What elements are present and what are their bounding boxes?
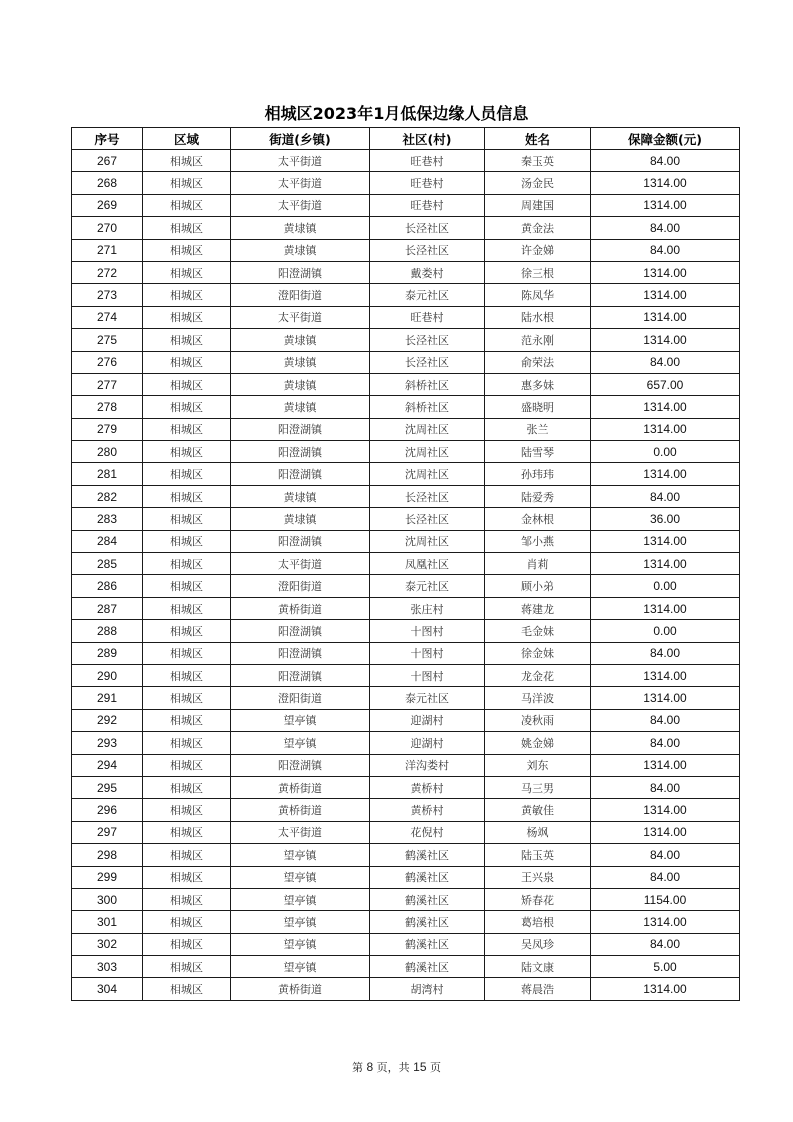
cell-amount: 1314.00 xyxy=(591,463,740,485)
cell-amount: 84.00 xyxy=(591,642,740,664)
cell-serial-number: 279 xyxy=(72,418,143,440)
cell-street-town: 望亭镇 xyxy=(231,732,370,754)
cell-serial-number: 284 xyxy=(72,530,143,552)
table-row xyxy=(72,754,740,776)
cell-community-village: 十图村 xyxy=(370,664,485,686)
cell-serial-number: 270 xyxy=(72,217,143,239)
cell-district: 相城区 xyxy=(143,306,231,328)
table-row xyxy=(72,351,740,373)
cell-name: 盛晓明 xyxy=(485,396,591,418)
header-amount: 保障金额(元) xyxy=(591,128,740,150)
cell-name: 龙金花 xyxy=(485,664,591,686)
cell-serial-number: 285 xyxy=(72,553,143,575)
cell-amount: 36.00 xyxy=(591,508,740,530)
cell-community-village: 旺巷村 xyxy=(370,150,485,172)
total-pages-number: 15 xyxy=(413,1060,427,1074)
table-row xyxy=(72,261,740,283)
cell-district: 相城区 xyxy=(143,261,231,283)
cell-community-village: 长泾社区 xyxy=(370,508,485,530)
cell-street-town: 望亭镇 xyxy=(231,844,370,866)
cell-district: 相城区 xyxy=(143,575,231,597)
cell-amount: 1314.00 xyxy=(591,799,740,821)
cell-street-town: 太平街道 xyxy=(231,194,370,216)
table-row xyxy=(72,687,740,709)
cell-street-town: 望亭镇 xyxy=(231,933,370,955)
cell-community-village: 长泾社区 xyxy=(370,239,485,261)
cell-district: 相城区 xyxy=(143,329,231,351)
cell-serial-number: 297 xyxy=(72,821,143,843)
cell-district: 相城区 xyxy=(143,508,231,530)
table-row xyxy=(72,329,740,351)
cell-amount: 1314.00 xyxy=(591,553,740,575)
cell-community-village: 十图村 xyxy=(370,642,485,664)
cell-name: 惠多妹 xyxy=(485,373,591,395)
cell-amount: 0.00 xyxy=(591,575,740,597)
cell-serial-number: 300 xyxy=(72,888,143,910)
cell-street-town: 望亭镇 xyxy=(231,866,370,888)
cell-district: 相城区 xyxy=(143,978,231,1000)
header-community-village: 社区(村) xyxy=(370,128,485,150)
cell-community-village: 长泾社区 xyxy=(370,329,485,351)
cell-street-town: 太平街道 xyxy=(231,150,370,172)
cell-amount: 657.00 xyxy=(591,373,740,395)
cell-community-village: 鹤溪社区 xyxy=(370,933,485,955)
cell-district: 相城区 xyxy=(143,844,231,866)
cell-serial-number: 298 xyxy=(72,844,143,866)
cell-serial-number: 288 xyxy=(72,620,143,642)
cell-community-village: 斜桥社区 xyxy=(370,373,485,395)
table-row xyxy=(72,888,740,910)
cell-street-town: 黄埭镇 xyxy=(231,351,370,373)
cell-name: 周建国 xyxy=(485,194,591,216)
cell-street-town: 阳澄湖镇 xyxy=(231,664,370,686)
footer-middle: 页，共 xyxy=(376,1061,410,1074)
document-title: 相城区2023年1月低保边缘人员信息 xyxy=(264,104,529,123)
cell-community-village: 迎湖村 xyxy=(370,732,485,754)
cell-name: 葛培根 xyxy=(485,911,591,933)
table-row xyxy=(72,821,740,843)
cell-district: 相城区 xyxy=(143,642,231,664)
cell-serial-number: 280 xyxy=(72,441,143,463)
header-district: 区域 xyxy=(143,128,231,150)
cell-district: 相城区 xyxy=(143,463,231,485)
cell-amount: 84.00 xyxy=(591,844,740,866)
cell-amount: 1314.00 xyxy=(591,261,740,283)
cell-community-village: 鹤溪社区 xyxy=(370,888,485,910)
cell-amount: 1314.00 xyxy=(591,172,740,194)
table-row xyxy=(72,485,740,507)
cell-name: 陆爱秀 xyxy=(485,485,591,507)
cell-district: 相城区 xyxy=(143,597,231,619)
cell-serial-number: 277 xyxy=(72,373,143,395)
cell-amount: 1314.00 xyxy=(591,194,740,216)
cell-name: 刘东 xyxy=(485,754,591,776)
cell-amount: 84.00 xyxy=(591,709,740,731)
cell-amount: 1314.00 xyxy=(591,530,740,552)
cell-street-town: 阳澄湖镇 xyxy=(231,463,370,485)
cell-community-village: 鹤溪社区 xyxy=(370,956,485,978)
cell-name: 陈凤华 xyxy=(485,284,591,306)
table-row xyxy=(72,306,740,328)
cell-serial-number: 281 xyxy=(72,463,143,485)
cell-serial-number: 271 xyxy=(72,239,143,261)
cell-district: 相城区 xyxy=(143,776,231,798)
table-row xyxy=(72,664,740,686)
cell-name: 姚金娣 xyxy=(485,732,591,754)
table-row xyxy=(72,239,740,261)
cell-community-village: 鹤溪社区 xyxy=(370,844,485,866)
cell-amount: 1314.00 xyxy=(591,911,740,933)
cell-serial-number: 282 xyxy=(72,485,143,507)
cell-name: 汤金民 xyxy=(485,172,591,194)
cell-name: 黄敏佳 xyxy=(485,799,591,821)
table-row xyxy=(72,709,740,731)
table-row xyxy=(72,844,740,866)
table-row xyxy=(72,194,740,216)
cell-community-village: 长泾社区 xyxy=(370,217,485,239)
cell-amount: 1314.00 xyxy=(591,754,740,776)
cell-district: 相城区 xyxy=(143,933,231,955)
cell-serial-number: 303 xyxy=(72,956,143,978)
cell-amount: 84.00 xyxy=(591,150,740,172)
cell-serial-number: 283 xyxy=(72,508,143,530)
cell-amount: 84.00 xyxy=(591,239,740,261)
cell-community-village: 戴娄村 xyxy=(370,261,485,283)
cell-district: 相城区 xyxy=(143,396,231,418)
cell-amount: 84.00 xyxy=(591,485,740,507)
cell-district: 相城区 xyxy=(143,553,231,575)
cell-street-town: 黄埭镇 xyxy=(231,329,370,351)
cell-community-village: 沈周社区 xyxy=(370,418,485,440)
cell-district: 相城区 xyxy=(143,441,231,463)
cell-amount: 1314.00 xyxy=(591,284,740,306)
cell-amount: 1314.00 xyxy=(591,597,740,619)
current-page-number: 8 xyxy=(366,1060,374,1074)
cell-street-town: 黄桥街道 xyxy=(231,978,370,1000)
cell-amount: 1314.00 xyxy=(591,396,740,418)
cell-district: 相城区 xyxy=(143,956,231,978)
cell-district: 相城区 xyxy=(143,194,231,216)
cell-street-town: 阳澄湖镇 xyxy=(231,620,370,642)
cell-serial-number: 267 xyxy=(72,150,143,172)
cell-street-town: 阳澄湖镇 xyxy=(231,418,370,440)
cell-amount: 1314.00 xyxy=(591,821,740,843)
cell-street-town: 太平街道 xyxy=(231,172,370,194)
cell-community-village: 长泾社区 xyxy=(370,485,485,507)
cell-name: 马三男 xyxy=(485,776,591,798)
cell-street-town: 望亭镇 xyxy=(231,911,370,933)
header-serial-number: 序号 xyxy=(72,128,143,150)
cell-amount: 1314.00 xyxy=(591,664,740,686)
table-row xyxy=(72,396,740,418)
page-footer xyxy=(0,1059,793,1075)
cell-amount: 84.00 xyxy=(591,776,740,798)
cell-street-town: 澄阳街道 xyxy=(231,687,370,709)
cell-street-town: 黄埭镇 xyxy=(231,239,370,261)
cell-serial-number: 286 xyxy=(72,575,143,597)
cell-district: 相城区 xyxy=(143,732,231,754)
cell-serial-number: 290 xyxy=(72,664,143,686)
table-row xyxy=(72,776,740,798)
cell-street-town: 望亭镇 xyxy=(231,888,370,910)
cell-name: 肖莉 xyxy=(485,553,591,575)
cell-amount: 1314.00 xyxy=(591,687,740,709)
cell-community-village: 泰元社区 xyxy=(370,687,485,709)
cell-serial-number: 294 xyxy=(72,754,143,776)
cell-serial-number: 301 xyxy=(72,911,143,933)
table-row xyxy=(72,799,740,821)
cell-name: 徐三根 xyxy=(485,261,591,283)
cell-street-town: 望亭镇 xyxy=(231,956,370,978)
table-row xyxy=(72,956,740,978)
table-row xyxy=(72,530,740,552)
cell-district: 相城区 xyxy=(143,217,231,239)
cell-district: 相城区 xyxy=(143,821,231,843)
cell-district: 相城区 xyxy=(143,239,231,261)
cell-street-town: 阳澄湖镇 xyxy=(231,754,370,776)
cell-community-village: 沈周社区 xyxy=(370,530,485,552)
cell-community-village: 泰元社区 xyxy=(370,284,485,306)
cell-serial-number: 287 xyxy=(72,597,143,619)
cell-community-village: 张庄村 xyxy=(370,597,485,619)
cell-name: 矫春花 xyxy=(485,888,591,910)
table-row xyxy=(72,150,740,172)
footer-suffix: 页 xyxy=(430,1061,442,1074)
cell-street-town: 黄桥街道 xyxy=(231,799,370,821)
cell-district: 相城区 xyxy=(143,172,231,194)
cell-name: 孙玮玮 xyxy=(485,463,591,485)
table-body xyxy=(72,150,740,1001)
cell-serial-number: 302 xyxy=(72,933,143,955)
table-row xyxy=(72,732,740,754)
table-row xyxy=(72,463,740,485)
cell-amount: 84.00 xyxy=(591,732,740,754)
cell-amount: 84.00 xyxy=(591,217,740,239)
table-row xyxy=(72,373,740,395)
cell-amount: 1314.00 xyxy=(591,329,740,351)
cell-amount: 0.00 xyxy=(591,620,740,642)
cell-serial-number: 293 xyxy=(72,732,143,754)
table-row xyxy=(72,553,740,575)
cell-district: 相城区 xyxy=(143,754,231,776)
cell-street-town: 阳澄湖镇 xyxy=(231,642,370,664)
cell-street-town: 太平街道 xyxy=(231,306,370,328)
cell-community-village: 沈周社区 xyxy=(370,441,485,463)
cell-serial-number: 304 xyxy=(72,978,143,1000)
table-row xyxy=(72,620,740,642)
cell-name: 蒋晨浩 xyxy=(485,978,591,1000)
cell-street-town: 阳澄湖镇 xyxy=(231,441,370,463)
cell-name: 秦玉英 xyxy=(485,150,591,172)
cell-street-town: 黄桥街道 xyxy=(231,776,370,798)
cell-community-village: 凤凰社区 xyxy=(370,553,485,575)
cell-amount: 84.00 xyxy=(591,933,740,955)
cell-district: 相城区 xyxy=(143,866,231,888)
cell-serial-number: 296 xyxy=(72,799,143,821)
cell-name: 蒋建龙 xyxy=(485,597,591,619)
table-row xyxy=(72,508,740,530)
cell-street-town: 阳澄湖镇 xyxy=(231,261,370,283)
cell-street-town: 黄埭镇 xyxy=(231,217,370,239)
cell-serial-number: 272 xyxy=(72,261,143,283)
cell-name: 金林根 xyxy=(485,508,591,530)
cell-name: 陆文康 xyxy=(485,956,591,978)
cell-district: 相城区 xyxy=(143,284,231,306)
cell-serial-number: 278 xyxy=(72,396,143,418)
cell-district: 相城区 xyxy=(143,888,231,910)
cell-serial-number: 295 xyxy=(72,776,143,798)
cell-name: 马洋波 xyxy=(485,687,591,709)
cell-community-village: 鹤溪社区 xyxy=(370,911,485,933)
cell-street-town: 黄埭镇 xyxy=(231,396,370,418)
cell-community-village: 沈周社区 xyxy=(370,463,485,485)
cell-district: 相城区 xyxy=(143,150,231,172)
table-row xyxy=(72,217,740,239)
cell-community-village: 迎湖村 xyxy=(370,709,485,731)
header-name: 姓名 xyxy=(485,128,591,150)
table-row xyxy=(72,441,740,463)
cell-district: 相城区 xyxy=(143,664,231,686)
cell-name: 吴凤珍 xyxy=(485,933,591,955)
cell-amount: 1154.00 xyxy=(591,888,740,910)
cell-community-village: 长泾社区 xyxy=(370,351,485,373)
cell-serial-number: 292 xyxy=(72,709,143,731)
cell-name: 毛金妹 xyxy=(485,620,591,642)
cell-community-village: 旺巷村 xyxy=(370,194,485,216)
cell-community-village: 黄桥村 xyxy=(370,799,485,821)
cell-community-village: 旺巷村 xyxy=(370,306,485,328)
cell-district: 相城区 xyxy=(143,709,231,731)
cell-amount: 84.00 xyxy=(591,351,740,373)
cell-street-town: 望亭镇 xyxy=(231,709,370,731)
cell-name: 凌秋雨 xyxy=(485,709,591,731)
cell-street-town: 黄埭镇 xyxy=(231,373,370,395)
table-row xyxy=(72,642,740,664)
cell-amount: 1314.00 xyxy=(591,418,740,440)
cell-serial-number: 274 xyxy=(72,306,143,328)
cell-name: 俞荣法 xyxy=(485,351,591,373)
cell-name: 王兴泉 xyxy=(485,866,591,888)
cell-district: 相城区 xyxy=(143,418,231,440)
cell-serial-number: 273 xyxy=(72,284,143,306)
cell-district: 相城区 xyxy=(143,530,231,552)
cell-name: 杨飒 xyxy=(485,821,591,843)
cell-name: 陆玉英 xyxy=(485,844,591,866)
cell-street-town: 黄埭镇 xyxy=(231,508,370,530)
table-row xyxy=(72,933,740,955)
table-row xyxy=(72,597,740,619)
cell-serial-number: 268 xyxy=(72,172,143,194)
cell-street-town: 太平街道 xyxy=(231,821,370,843)
table-row xyxy=(72,172,740,194)
cell-serial-number: 291 xyxy=(72,687,143,709)
cell-name: 徐金妹 xyxy=(485,642,591,664)
table-header-row xyxy=(72,128,740,150)
cell-amount: 5.00 xyxy=(591,956,740,978)
recipients-table xyxy=(71,127,740,1001)
cell-name: 陆雪琴 xyxy=(485,441,591,463)
cell-district: 相城区 xyxy=(143,799,231,821)
cell-serial-number: 269 xyxy=(72,194,143,216)
cell-district: 相城区 xyxy=(143,911,231,933)
cell-street-town: 太平街道 xyxy=(231,553,370,575)
cell-community-village: 花倪村 xyxy=(370,821,485,843)
cell-name: 邹小燕 xyxy=(485,530,591,552)
table-row xyxy=(72,911,740,933)
cell-street-town: 黄桥街道 xyxy=(231,597,370,619)
table-row xyxy=(72,284,740,306)
cell-name: 顾小弟 xyxy=(485,575,591,597)
cell-name: 范永刚 xyxy=(485,329,591,351)
cell-community-village: 胡湾村 xyxy=(370,978,485,1000)
cell-street-town: 黄埭镇 xyxy=(231,485,370,507)
cell-community-village: 旺巷村 xyxy=(370,172,485,194)
cell-name: 许金娣 xyxy=(485,239,591,261)
cell-name: 黄金法 xyxy=(485,217,591,239)
cell-name: 陆水根 xyxy=(485,306,591,328)
cell-community-village: 洋沟娄村 xyxy=(370,754,485,776)
cell-serial-number: 299 xyxy=(72,866,143,888)
cell-amount: 0.00 xyxy=(591,441,740,463)
cell-serial-number: 275 xyxy=(72,329,143,351)
table-row xyxy=(72,418,740,440)
cell-amount: 1314.00 xyxy=(591,306,740,328)
table-row xyxy=(72,866,740,888)
cell-amount: 84.00 xyxy=(591,866,740,888)
cell-street-town: 阳澄湖镇 xyxy=(231,530,370,552)
cell-community-village: 十图村 xyxy=(370,620,485,642)
cell-community-village: 黄桥村 xyxy=(370,776,485,798)
cell-district: 相城区 xyxy=(143,620,231,642)
cell-district: 相城区 xyxy=(143,351,231,373)
cell-district: 相城区 xyxy=(143,687,231,709)
cell-street-town: 澄阳街道 xyxy=(231,575,370,597)
cell-district: 相城区 xyxy=(143,485,231,507)
cell-name: 张兰 xyxy=(485,418,591,440)
cell-amount: 1314.00 xyxy=(591,978,740,1000)
cell-community-village: 斜桥社区 xyxy=(370,396,485,418)
cell-community-village: 泰元社区 xyxy=(370,575,485,597)
cell-community-village: 鹤溪社区 xyxy=(370,866,485,888)
table-row xyxy=(72,575,740,597)
cell-serial-number: 289 xyxy=(72,642,143,664)
table-row xyxy=(72,978,740,1000)
cell-district: 相城区 xyxy=(143,373,231,395)
cell-serial-number: 276 xyxy=(72,351,143,373)
header-street-town: 街道(乡镇) xyxy=(231,128,370,150)
cell-street-town: 澄阳街道 xyxy=(231,284,370,306)
footer-prefix: 第 xyxy=(351,1061,363,1074)
